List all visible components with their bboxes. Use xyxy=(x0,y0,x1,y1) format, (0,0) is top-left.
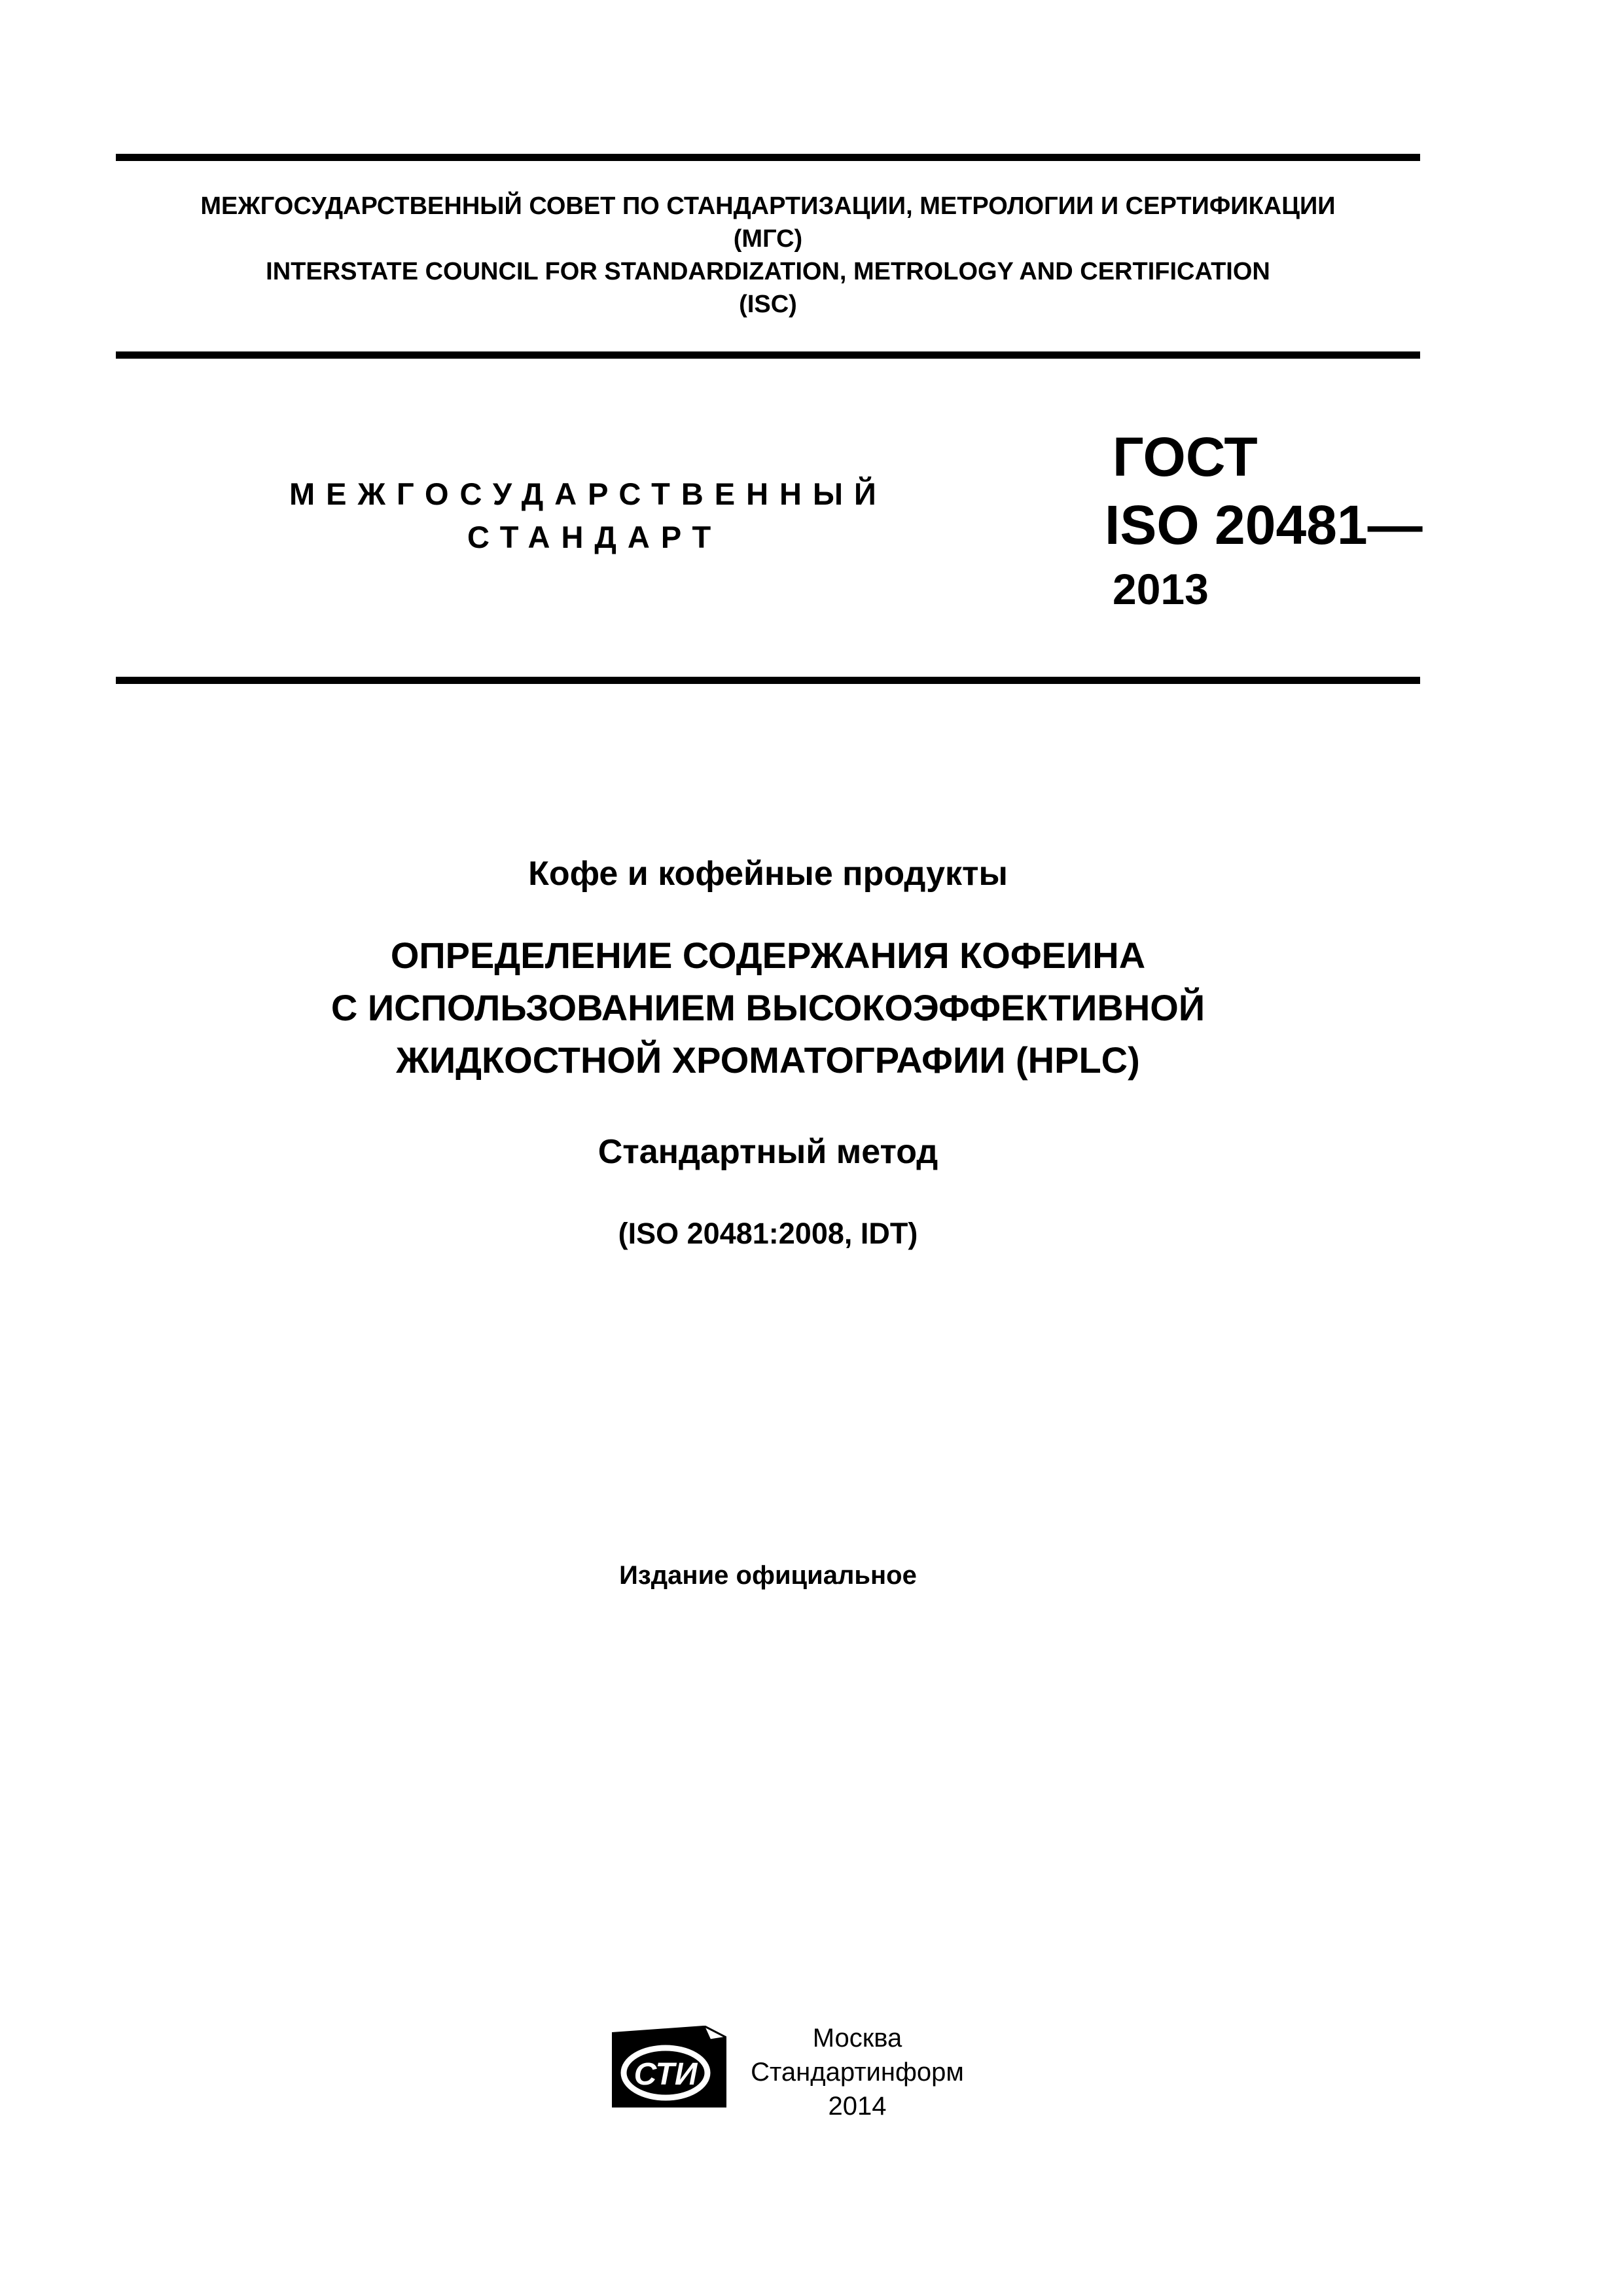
standartinform-logo-icon xyxy=(612,2026,726,2108)
title-line-3: ЖИДКОСТНОЙ ХРОМАТОГРАФИИ (HPLC) xyxy=(396,1039,1140,1081)
publisher-name: Стандартинформ xyxy=(751,2058,964,2087)
header-divider xyxy=(116,351,1420,359)
publisher-city: Москва xyxy=(812,2024,902,2053)
title-line-1: ОПРЕДЕЛЕНИЕ СОДЕРЖАНИЯ КОФЕИНА xyxy=(390,935,1146,976)
publisher-year: 2014 xyxy=(828,2092,887,2121)
method-subtitle: Стандартный метод xyxy=(597,1133,938,1171)
iso-reference: (ISO 20481:2008, IDT) xyxy=(618,1217,918,1250)
edition-note: Издание официальное xyxy=(619,1561,917,1590)
document-title xyxy=(116,929,1420,1086)
gost-number: ISO 20481— xyxy=(1105,494,1423,556)
council-abbr-en: (ISC) xyxy=(739,291,797,318)
publisher-block xyxy=(726,2021,988,2123)
gost-year: 2013 xyxy=(1113,565,1209,613)
logo-lettering: СТИ xyxy=(633,2057,698,2092)
council-header xyxy=(116,190,1420,321)
council-abbr-ru: (МГС) xyxy=(733,225,803,253)
product-title: Кофе и кофейные продукты xyxy=(528,855,1008,893)
designation-divider xyxy=(116,677,1420,684)
council-name-ru: МЕЖГОСУДАРСТВЕННЫЙ СОВЕТ ПО СТАНДАРТИЗАЦИИ, МЕТРОЛОГИИ И СЕРТИФИКАЦИИ xyxy=(200,192,1336,220)
council-name-en: INTERSTATE COUNCIL FOR STANDARDIZATION, METROLOGY AND CERTIFICATION xyxy=(266,258,1270,285)
title-line-2: С ИСПОЛЬЗОВАНИЕМ ВЫСОКОЭФФЕКТИВНОЙ xyxy=(330,987,1205,1028)
standard-kind-line1: МЕЖГОСУДАРСТВЕННЫЙ xyxy=(289,476,887,511)
standard-kind-line2: СТАНДАРТ xyxy=(467,520,722,554)
gost-label: ГОСТ xyxy=(1113,426,1258,488)
top-divider xyxy=(116,154,1420,161)
